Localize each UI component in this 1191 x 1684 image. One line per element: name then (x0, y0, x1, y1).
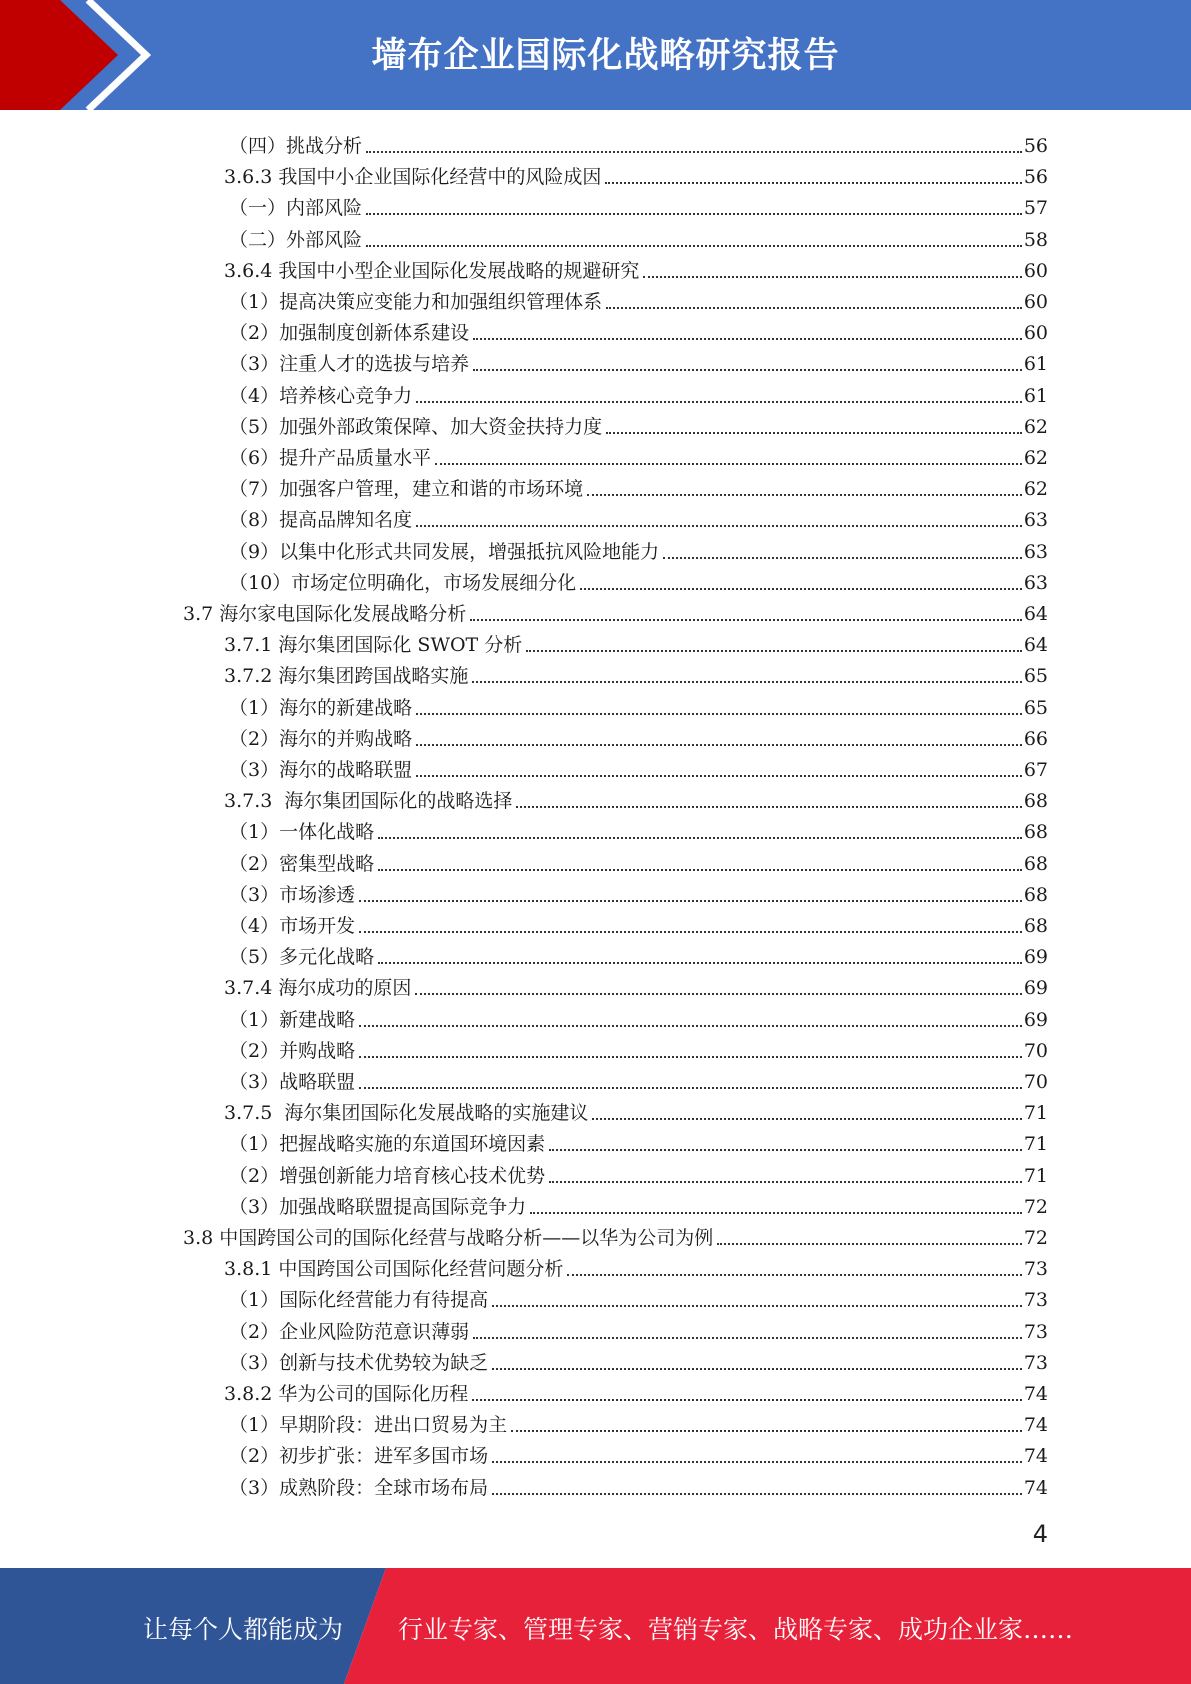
toc-entry-title: （6）提升产品质量水平 (229, 447, 432, 469)
toc-entry-title: 3.8.1 中国跨国公司国际化经营问题分析 (224, 1258, 564, 1281)
toc-leader-dots (415, 992, 1021, 995)
toc-entry[interactable] (224, 969, 1048, 1000)
toc-entry[interactable] (224, 1250, 1048, 1281)
toc-entry[interactable] (229, 1157, 1048, 1188)
toc-entry-title: （四）挑战分析 (229, 135, 363, 157)
toc-entry-page: 64 (1023, 634, 1048, 657)
toc-entry-title: （1）新建战略 (229, 1008, 356, 1031)
toc-entry-title: （4）市场开发 (229, 915, 356, 937)
toc-leader-dots (492, 1492, 1022, 1495)
toc-entry[interactable] (229, 1406, 1048, 1437)
toc-entry[interactable] (229, 377, 1048, 408)
toc-entry-title: （2）海尔的并购战略 (229, 727, 413, 750)
toc-entry[interactable] (229, 1063, 1048, 1094)
toc-entry[interactable] (229, 1032, 1048, 1063)
toc-leader-dots (416, 774, 1022, 777)
toc-entry-page: 62 (1023, 415, 1048, 438)
toc-entry-title: 3.8 中国跨国公司的国际化经营与战略分析——以华为公司为例 (183, 1227, 714, 1249)
toc-entry-page: 73 (1023, 1289, 1048, 1312)
toc-entry-title: （3）市场渗透 (229, 883, 356, 906)
toc-entry[interactable] (229, 221, 1048, 252)
footer-slogan-left: 让每个人都能成为 (143, 1615, 344, 1644)
toc-entry-title: （8）提高品牌知名度 (229, 509, 413, 532)
toc-leader-dots (359, 1024, 1022, 1027)
toc-entry[interactable] (229, 127, 1048, 158)
toc-entry-page: 71 (1023, 1164, 1048, 1187)
toc-entry[interactable] (229, 439, 1048, 470)
toc-leader-dots (359, 899, 1022, 902)
toc-leader-dots (359, 930, 1022, 933)
toc-leader-dots (416, 400, 1022, 403)
page-number: 4 (1032, 1520, 1048, 1548)
toc-leader-dots (643, 275, 1021, 278)
toc-leader-dots (526, 649, 1022, 652)
toc-leader-dots (663, 556, 1022, 559)
toc-entry[interactable] (224, 626, 1048, 657)
toc-entry-page: 56 (1023, 166, 1048, 189)
toc-leader-dots (492, 1367, 1022, 1370)
toc-entry-title: （一）内部风险 (229, 197, 363, 220)
toc-entry-page: 57 (1023, 197, 1048, 220)
toc-entry-title: （2）密集型战略 (229, 852, 375, 875)
toc-entry-title: （5）加强外部政策保障、加大资金扶持力度 (229, 415, 603, 438)
toc-leader-dots (530, 1211, 1022, 1214)
toc-entry-page: 62 (1023, 478, 1048, 501)
toc-entry-title: （7）加强客户管理，建立和谐的市场环境 (229, 478, 584, 501)
toc-entry-page: 74 (1023, 1414, 1048, 1437)
toc-entry-page: 62 (1023, 447, 1048, 469)
toc-leader-dots (378, 868, 1022, 871)
toc-entry[interactable] (229, 189, 1048, 220)
toc-entry-title: 3.7 海尔家电国际化发展战略分析 (183, 603, 467, 625)
toc-entry-title: 3.7.4 海尔成功的原因 (224, 977, 412, 1000)
toc-entry-page: 73 (1023, 1320, 1048, 1343)
toc-entry[interactable] (229, 813, 1048, 844)
toc-leader-dots (416, 712, 1022, 715)
page-header (0, 0, 1191, 110)
toc-entry[interactable] (229, 1281, 1048, 1312)
toc-entry[interactable] (183, 595, 1048, 626)
toc-entry-page: 73 (1023, 1351, 1048, 1374)
toc-entry[interactable] (229, 876, 1048, 907)
toc-entry[interactable] (229, 1437, 1048, 1468)
toc-entry-page: 68 (1023, 790, 1048, 813)
toc-entry[interactable] (229, 845, 1048, 876)
toc-entry[interactable] (229, 689, 1048, 720)
toc-entry-page: 70 (1023, 1039, 1048, 1062)
toc-entry-title: （3）成熟阶段：全球市场布局 (229, 1476, 489, 1499)
toc-entry-title: （3）战略联盟 (229, 1071, 356, 1093)
toc-entry-title: （3）创新与技术优势较为缺乏 (229, 1351, 489, 1374)
toc-entry-page: 68 (1023, 821, 1048, 844)
toc-entry[interactable] (229, 408, 1048, 439)
toc-entry-page: 72 (1023, 1195, 1048, 1218)
toc-leader-dots (473, 1336, 1022, 1339)
toc-leader-dots (567, 1273, 1021, 1276)
toc-leader-dots (473, 337, 1022, 340)
toc-entry[interactable] (224, 252, 1048, 283)
toc-entry-title: （1）把握战略实施的东道国环境因素 (229, 1133, 546, 1156)
toc-entry-page: 74 (1023, 1445, 1048, 1468)
toc-leader-dots (587, 493, 1022, 496)
toc-leader-dots (366, 244, 1022, 247)
toc-entry-page: 68 (1023, 915, 1048, 937)
toc-entry[interactable] (224, 782, 1048, 813)
toc-entry-page: 66 (1023, 727, 1048, 750)
toc-entry-page: 63 (1023, 509, 1048, 532)
toc-leader-dots (549, 1180, 1022, 1183)
toc-entry[interactable] (229, 345, 1048, 376)
toc-entry-title: （1）国际化经营能力有待提高 (229, 1289, 489, 1312)
toc-leader-dots (416, 524, 1022, 527)
toc-entry[interactable] (229, 907, 1048, 938)
toc-entry-page: 65 (1023, 665, 1048, 688)
toc-entry-title: （1）早期阶段：进出口贸易为主 (229, 1414, 508, 1437)
toc-entry-page: 71 (1023, 1102, 1048, 1125)
toc-entry-title: （2）企业风险防范意识薄弱 (229, 1320, 470, 1343)
toc-leader-dots (511, 1429, 1022, 1432)
toc-leader-dots (378, 961, 1022, 964)
toc-entry-page: 56 (1023, 135, 1048, 157)
toc-entry[interactable] (224, 1375, 1048, 1406)
toc-entry-page: 68 (1023, 883, 1048, 906)
toc-entry-page: 71 (1023, 1133, 1048, 1156)
toc-entry-page: 63 (1023, 540, 1048, 563)
toc-entry-title: （5）多元化战略 (229, 946, 375, 969)
toc-entry[interactable] (229, 751, 1048, 782)
toc-entry-page: 69 (1023, 977, 1048, 1000)
toc-leader-dots (366, 212, 1022, 215)
toc-leader-dots (416, 743, 1022, 746)
toc-leader-dots (470, 618, 1022, 621)
toc-entry-title: （3）注重人才的选拔与培养 (229, 353, 470, 376)
toc-leader-dots (605, 181, 1021, 184)
toc-entry-page: 70 (1023, 1071, 1048, 1093)
toc-leader-dots (606, 306, 1022, 309)
toc-entry-title: （二）外部风险 (229, 228, 363, 251)
toc-entry-title: （2）初步扩张：进军多国市场 (229, 1445, 489, 1468)
toc-leader-dots (606, 431, 1022, 434)
toc-leader-dots (473, 368, 1022, 371)
toc-entry[interactable] (229, 1344, 1048, 1375)
toc-leader-dots (359, 1086, 1022, 1089)
toc-entry[interactable] (229, 533, 1048, 564)
toc-leader-dots (717, 1242, 1022, 1245)
toc-entry-title: （1）提高决策应变能力和加强组织管理体系 (229, 291, 603, 313)
toc-entry[interactable] (224, 657, 1048, 688)
toc-leader-dots (549, 1148, 1022, 1151)
toc-entry-title: 3.7.5 海尔集团国际化发展战略的实施建议 (224, 1102, 589, 1125)
toc-leader-dots (378, 836, 1022, 839)
footer-slogan-right: 行业专家、管理专家、营销专家、战略专家、成功企业家…… (398, 1615, 1074, 1644)
toc-entry-title: 3.7.3 海尔集团国际化的战略选择 (224, 790, 513, 813)
toc-entry-title: 3.8.2 华为公司的国际化历程 (224, 1383, 469, 1405)
toc-entry-page: 72 (1023, 1227, 1048, 1249)
toc-entry-page: 61 (1023, 384, 1048, 407)
toc-entry-title: （4）培养核心竞争力 (229, 384, 413, 407)
toc-entry[interactable] (229, 1001, 1048, 1032)
toc-leader-dots (516, 805, 1021, 808)
toc-entry[interactable] (224, 1094, 1048, 1125)
toc-entry[interactable] (229, 1313, 1048, 1344)
toc-entry-page: 74 (1023, 1476, 1048, 1499)
toc-entry-title: 3.6.3 我国中小企业国际化经营中的风险成因 (224, 166, 602, 189)
toc-leader-dots (366, 150, 1022, 153)
toc-leader-dots (492, 1304, 1022, 1307)
toc-entry-title: 3.6.4 我国中小型企业国际化发展战略的规避研究 (224, 259, 640, 282)
toc-entry-page: 58 (1023, 228, 1048, 251)
toc-leader-dots (359, 1055, 1022, 1058)
toc-entry-title: （2）并购战略 (229, 1039, 356, 1062)
toc-entry-page: 61 (1023, 353, 1048, 376)
toc-entry-title: （1）一体化战略 (229, 821, 375, 844)
toc-entry-title: （2）增强创新能力培育核心技术优势 (229, 1164, 546, 1187)
toc-entry-page: 73 (1023, 1258, 1048, 1281)
toc-entry-page: 60 (1023, 291, 1048, 313)
toc-entry[interactable] (229, 1469, 1048, 1500)
toc-entry-title: 3.7.2 海尔集团跨国战略实施 (224, 665, 469, 688)
toc-entry[interactable] (224, 158, 1048, 189)
toc-leader-dots (472, 680, 1021, 683)
toc-entry-page: 63 (1023, 571, 1048, 594)
toc-entry-page: 69 (1023, 946, 1048, 969)
toc-entry[interactable] (229, 1125, 1048, 1156)
toc-entry[interactable] (229, 314, 1048, 345)
toc-entry-page: 65 (1023, 696, 1048, 719)
toc-entry-title: （3）加强战略联盟提高国际竞争力 (229, 1195, 527, 1218)
toc-leader-dots (472, 1398, 1021, 1401)
toc-entry[interactable] (229, 470, 1048, 501)
toc-leader-dots (580, 587, 1022, 590)
toc-entry-title: 3.7.1 海尔集团国际化 SWOT 分析 (224, 634, 523, 657)
toc-entry-title: （10）市场定位明确化，市场发展细分化 (229, 571, 577, 594)
toc-entry-page: 60 (1023, 259, 1048, 282)
document-title: 墙布企业国际化战略研究报告 (371, 36, 840, 76)
toc-entry-title: （1）海尔的新建战略 (229, 696, 413, 719)
toc-entry-page: 74 (1023, 1383, 1048, 1405)
toc-entry-page: 68 (1023, 852, 1048, 875)
toc-leader-dots (492, 1460, 1022, 1463)
toc-entry[interactable] (229, 938, 1048, 969)
toc-entry[interactable] (229, 720, 1048, 751)
toc-entry-title: （2）加强制度创新体系建设 (229, 322, 470, 345)
toc-leader-dots (592, 1117, 1021, 1120)
toc-entry[interactable] (229, 564, 1048, 595)
toc-entry-page: 69 (1023, 1008, 1048, 1031)
toc-entry-page: 64 (1023, 603, 1048, 625)
toc-entry[interactable] (229, 1188, 1048, 1219)
toc-entry-title: （9）以集中化形式共同发展，增强抵抗风险地能力 (229, 540, 660, 563)
toc-entry-title: （3）海尔的战略联盟 (229, 759, 413, 781)
toc-leader-dots (435, 462, 1022, 465)
toc-entry[interactable] (229, 283, 1048, 314)
toc-entry-page: 60 (1023, 322, 1048, 345)
toc-entry[interactable] (229, 501, 1048, 532)
toc-entry-page: 67 (1023, 759, 1048, 781)
toc-entry[interactable] (183, 1219, 1048, 1250)
page-footer (0, 1568, 1191, 1684)
